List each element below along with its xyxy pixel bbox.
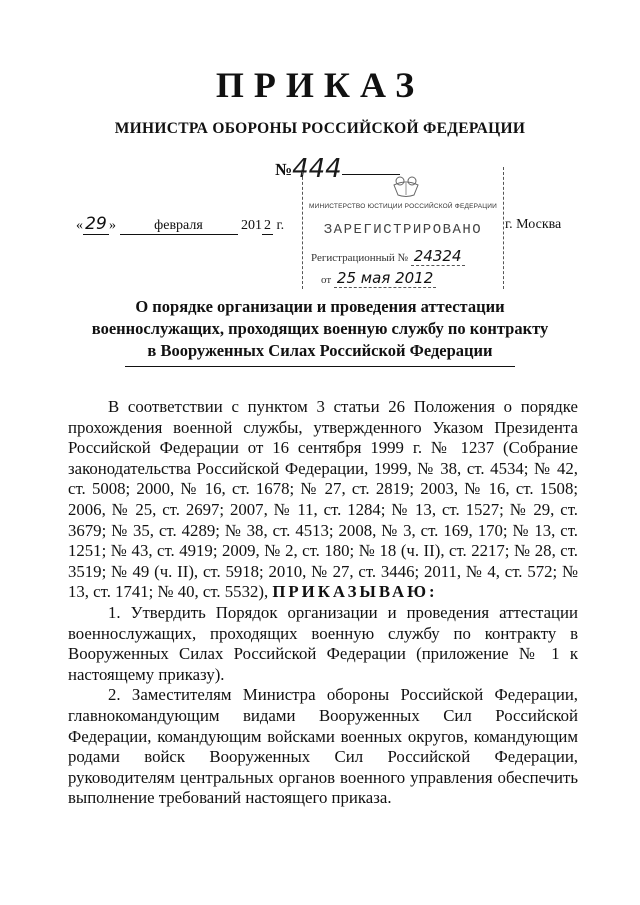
date-year-last-digit: 2 <box>264 218 271 233</box>
order-body <box>68 397 578 809</box>
clause-1: 1. Утвердить Порядок организации и проведения аттестации военнослужащих, проходящих военную службу по контракту в Вооруженных Силах Российской Федерации (приложение № 1 к настоящему приказу). <box>68 602 578 684</box>
eagle-emblem-icon <box>388 171 424 199</box>
document-title: ПРИКАЗ <box>215 65 425 105</box>
date-day-handwritten: 29 <box>83 214 109 235</box>
date-close-quote: » <box>109 218 116 233</box>
heading-line-3: в Вооруженных Силах Российской Федерации <box>147 341 493 360</box>
stamp-date-line <box>321 269 436 288</box>
issuer-subtitle: МИНИСТРА ОБОРОНЫ РОССИЙСКОЙ ФЕДЕРАЦИИ <box>114 120 526 137</box>
stamp-date-label: от <box>321 274 332 286</box>
date-year-prefix: 201 <box>241 218 262 233</box>
date-year-suffix: г. <box>273 218 285 233</box>
order-heading <box>60 296 580 362</box>
stamp-organization: МИНИСТЕРСТВО ЮСТИЦИИ РОССИЙСКОЙ ФЕДЕРАЦИИ <box>308 203 498 210</box>
date-month: февраля <box>120 218 238 235</box>
order-date-line <box>76 214 284 235</box>
heading-divider <box>125 366 515 367</box>
stamp-date-value: 25 мая 2012 <box>334 269 436 288</box>
heading-line-2: военнослужащих, проходящих военную службу по контракту <box>91 319 549 338</box>
clause-2: 2. Заместителям Министра обороны Российской Федерации, главнокомандующим видами Вооруженных Сил Российской Федерации, командующим войсками военных округов, командующим родами войск Вооруженных Сил Российской Федерации, руководителям центральных органов военного управления обеспечить выполнение требований настоящего приказа. <box>68 685 578 808</box>
preamble-text: В соответствии с пунктом 3 статьи 26 Положения о порядке прохождения военной службы, утвержденного Указом Президента Российской Федерации от 16 сентября 1999 г. № 1237 (Собрание законодательства Российской Федерации, 1999, № 38, ст. 4534; № 42, ст. 5008; 2000, № 16, ст. 1678; № 27, ст. 2819; 2003, № 16, ст. 1508; 2006, № 25, ст. 2697; 2007, № 11, ст. 1284; № 13, ст. 1527; № 29, ст. 3679; № 35, ст. 4289; № 38, ст. 4513; 2008, № 3, ст. 169, 170; № 13, ст. 1251; № 43, ст. 4919; 2009, № 2, ст. 180; № 18 (ч. II), ст. 2217; № 28, ст. 3519; № 49 (ч. II), ст. 5918; 2010, № 27, ст. 3446; 2011, № 4, ст. 572; № 13, ст. 1741; № 40, ст. 5532), <box>68 397 578 602</box>
stamp-reg-number: 24324 <box>411 247 465 266</box>
stamp-registration-number-line <box>311 247 465 266</box>
registration-stamp <box>302 167 504 289</box>
order-number-handwritten: 444 <box>292 154 342 184</box>
city-label: г. Москва <box>505 217 562 232</box>
stamp-registered: ЗАРЕГИСТРИРОВАНО <box>323 222 483 238</box>
preamble-paragraph <box>68 397 578 603</box>
date-open-quote: « <box>76 218 83 233</box>
order-command: ПРИКАЗЫВАЮ: <box>272 582 438 602</box>
stamp-reg-label: Регистрационный № <box>311 252 409 264</box>
heading-line-1: О порядке организации и проведения аттестации <box>135 297 505 316</box>
number-sign: № <box>275 160 293 179</box>
